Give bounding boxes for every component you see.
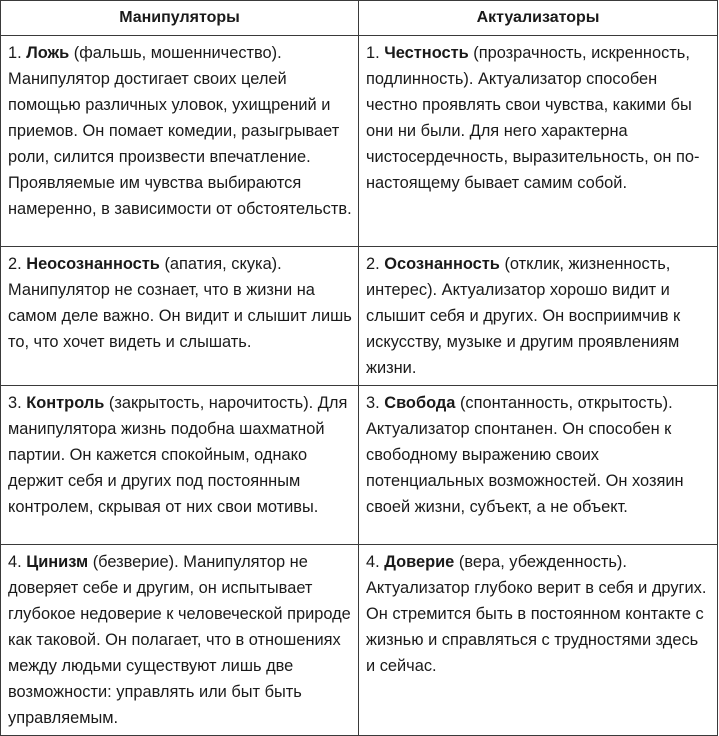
term: Доверие: [384, 553, 455, 571]
term: Цинизм: [26, 553, 89, 571]
description: Актуализатор хорошо видит и слышит себя и других. Он восприимчив к искусству, музыке и другим проявлениям жизни.: [366, 281, 681, 377]
item-number: 1.: [8, 44, 22, 62]
description: Актуализатор способен честно проявлять свои чувства, какими бы они ни были. Для него характерна чистосердечность, выразительность, он по-настоящему бывает самим собой.: [366, 70, 700, 192]
item-number: 3.: [366, 394, 380, 412]
item-number: 4.: [366, 553, 380, 571]
description: Манипулятор не доверяет себе и другим, он испытывает глубокое недоверие к человеческой природе как таковой. Он полагает, что в отношениях между людьми существуют лишь две возможности: управлять или быт быть управляемым.: [8, 553, 351, 727]
term-synonyms: (отклик, жизненность, интерес).: [366, 255, 671, 299]
term-synonyms: (спонтанность, открытость).: [459, 394, 673, 412]
term-synonyms: (безверие).: [92, 553, 179, 571]
cell-manipulator-cynicism: [1, 545, 359, 736]
item-number: 2.: [8, 255, 22, 273]
item-number: 3.: [8, 394, 22, 412]
table-row: [1, 36, 718, 247]
term-synonyms: (закрытость, нарочитость).: [108, 394, 314, 412]
header-manipulators: Манипуляторы: [1, 1, 359, 36]
term-synonyms: (прозрачность, искренность, подлинность).: [366, 44, 690, 88]
term: Свобода: [384, 394, 456, 412]
cell-manipulator-unawareness: [1, 247, 359, 386]
table-row: [1, 386, 718, 545]
term: Неосознанность: [26, 255, 160, 273]
term: Честность: [384, 44, 469, 62]
term-synonyms: (фальшь, мошенничество).: [73, 44, 282, 62]
term-synonyms: (апатия, скука).: [164, 255, 282, 273]
table-row: [1, 545, 718, 736]
description: Актуализатор спонтанен. Он способен к свободному выражению своих потенциальных возможностей. Он хозяин своей жизни, субъект, а не объект.: [366, 420, 684, 516]
description: Манипулятор не сознает, что в жизни на самом деле важно. Он видит и слышит лишь то, что хочет видеть и слышать.: [8, 281, 352, 351]
item-number: 4.: [8, 553, 22, 571]
term: Осознанность: [384, 255, 500, 273]
header-actualizers: Актуализаторы: [359, 1, 718, 36]
item-number: 2.: [366, 255, 380, 273]
description: Актуализатор глубоко верит в себя и других. Он стремится быть в постоянном контакте с жизнью и справляться с трудностями здесь и сейчас.: [366, 579, 707, 675]
table-row: [1, 247, 718, 386]
cell-actualizer-awareness: [359, 247, 718, 386]
term: Контроль: [26, 394, 105, 412]
term-synonyms: (вера, убежденность).: [458, 553, 627, 571]
cell-actualizer-freedom: [359, 386, 718, 545]
description: Манипулятор достигает своих целей помощью различных уловок, ухищрений и приемов. Он помает комедии, разыгрывает роли, силится произвести впечатление. Проявляемые им чувства выбираются намеренно, в зависимости от обстоятельств.: [8, 70, 352, 218]
header-row: [1, 1, 718, 36]
cell-manipulator-control: [1, 386, 359, 545]
description: Для манипулятора жизнь подобна шахматной партии. Он кажется спокойным, однако держит себя и других под постоянным контролем, скрывая от них свои мотивы.: [8, 394, 348, 516]
cell-actualizer-honesty: [359, 36, 718, 247]
item-number: 1.: [366, 44, 380, 62]
cell-manipulator-lie: [1, 36, 359, 247]
term: Ложь: [26, 44, 70, 62]
cell-actualizer-trust: [359, 545, 718, 736]
